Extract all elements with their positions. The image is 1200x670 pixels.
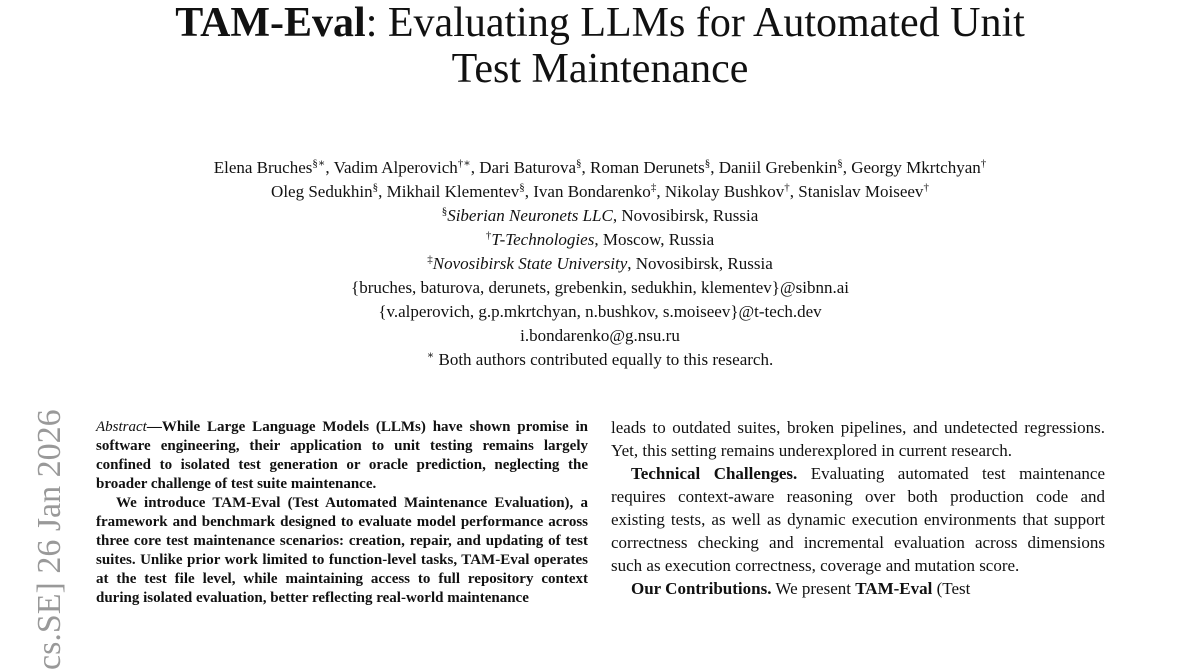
paper-title [0,0,1200,92]
author-name: Dari Baturova [479,158,576,177]
email-line-nsu: i.bondarenko@g.nsu.ru [520,326,680,345]
abstract-column [96,418,588,608]
contributions-tail: (Test [932,579,971,598]
author-name: Stanislav Moiseev [798,182,924,201]
arxiv-stamp: cs.SE] 26 Jan 2026 [31,409,68,670]
abstract-label: Abstract [96,419,147,435]
author-mark: † [980,157,987,170]
abstract-text-1: —While Large Language Models (LLMs) have shown promise in software engineering, their application to unit testing remains largely confined to isolated test generation or oracle prediction, neglecting the broader challenge of test suite maintenance. [96,419,588,492]
email-line-sibnn: {bruches, baturova, derunets, grebenkin, sedukhin, klementev}@sibnn.ai [351,278,849,297]
affiliation-nsu [0,252,1200,276]
author-name: Mikhail Klementev [386,182,520,201]
intro-paragraph-1: leads to outdated suites, broken pipelines, and undetected regressions. Yet, this setting remains underexplored in current research. [611,418,1105,460]
technical-challenges-text: Evaluating automated test maintenance requires context-aware reasoning over both production code and existing tests, as well as dynamic execution environments that support correctness checking and incremental evaluation across dimensions such as execution correctness, coverage and mutation score. [611,464,1105,575]
author-separator: , [656,182,665,201]
title-rest: : Evaluating LLMs for Automated Unit [365,0,1025,46]
title-line-2: Test Maintenance [451,46,749,92]
author-mark: † [784,181,790,194]
author-mark: ‡ [650,181,657,194]
author-name: Vadim Alperovich [333,158,458,177]
author-mark: § [704,157,711,170]
affiliation-mark: § [441,205,448,218]
author-mark: § [576,157,582,170]
author-separator: , [842,158,852,177]
contributions-paragraph [611,577,1105,600]
author-name: Ivan Bondarenko [533,182,651,201]
author-mark: † [923,181,929,194]
affiliation-mark: ‡ [427,253,433,266]
affiliation-org: T-Technologies [491,230,595,249]
affiliation-mark: † [485,229,492,242]
affiliation-siberian [0,204,1200,228]
author-name: Daniil Grebenkin [718,158,838,177]
affiliation-org: Novosibirsk State University [432,254,628,273]
author-separator: , [378,182,387,201]
contributions-heading: Our Contributions. [631,579,772,598]
author-name: Roman Derunets [590,158,705,177]
author-separator: , [581,158,590,177]
author-separator: , [524,182,534,201]
contributions-text: We present [771,579,856,598]
author-line-2 [0,180,1200,204]
author-separator: , [470,158,480,177]
author-mark: †∗ [457,157,471,170]
intro-column [611,416,1105,600]
affiliation-location: , Novosibirsk, Russia [627,254,773,273]
equal-contribution-text: Both authors contributed equally to this research. [434,350,774,369]
author-mark: §∗ [312,157,326,170]
title-line-1 [0,0,1200,46]
affiliation-org: Siberian Neuronets LLC [447,206,613,225]
title-bold: TAM-Eval [175,0,366,46]
equal-contribution-note [0,348,1200,372]
author-separator: , [710,158,719,177]
author-name: Oleg Sedukhin [271,182,373,201]
affiliation-location: , Moscow, Russia [594,230,715,249]
technical-challenges-paragraph [611,462,1105,577]
technical-challenges-heading: Technical Challenges. [631,464,798,483]
author-mark: § [837,157,843,170]
contributions-name: TAM-Eval [855,579,933,598]
affiliation-t-technologies [0,228,1200,252]
author-mark: § [372,181,379,194]
author-name: Nikolay Bushkov [664,182,785,201]
abstract-paragraph-2: We introduce TAM-Eval (Test Automated Maintenance Evaluation), a framework and benchmark designed to evaluate model performance across three core test maintenance scenarios: creation, repair, and updating of test suites. Unlike prior work limited to function-level tasks, TAM-Eval operates at the test file level, while maintaining access to full repository context during isolated evaluation, better reflecting real-world maintenance [96,495,588,606]
affiliation-location: , Novosibirsk, Russia [612,206,759,225]
author-separator: , [789,182,799,201]
author-line-1 [0,156,1200,180]
author-name: Elena Bruches [213,158,313,177]
author-block [0,156,1200,372]
author-name: Georgy Mkrtchyan [851,158,981,177]
abstract-paragraph-1 [96,418,588,494]
email-line-ttech: {v.alperovich, g.p.mkrtchyan, n.bushkov, s.moiseev}@t-tech.dev [378,302,822,321]
equal-contribution-mark: ∗ [426,349,435,362]
author-mark: § [519,181,525,194]
author-separator: , [325,158,334,177]
